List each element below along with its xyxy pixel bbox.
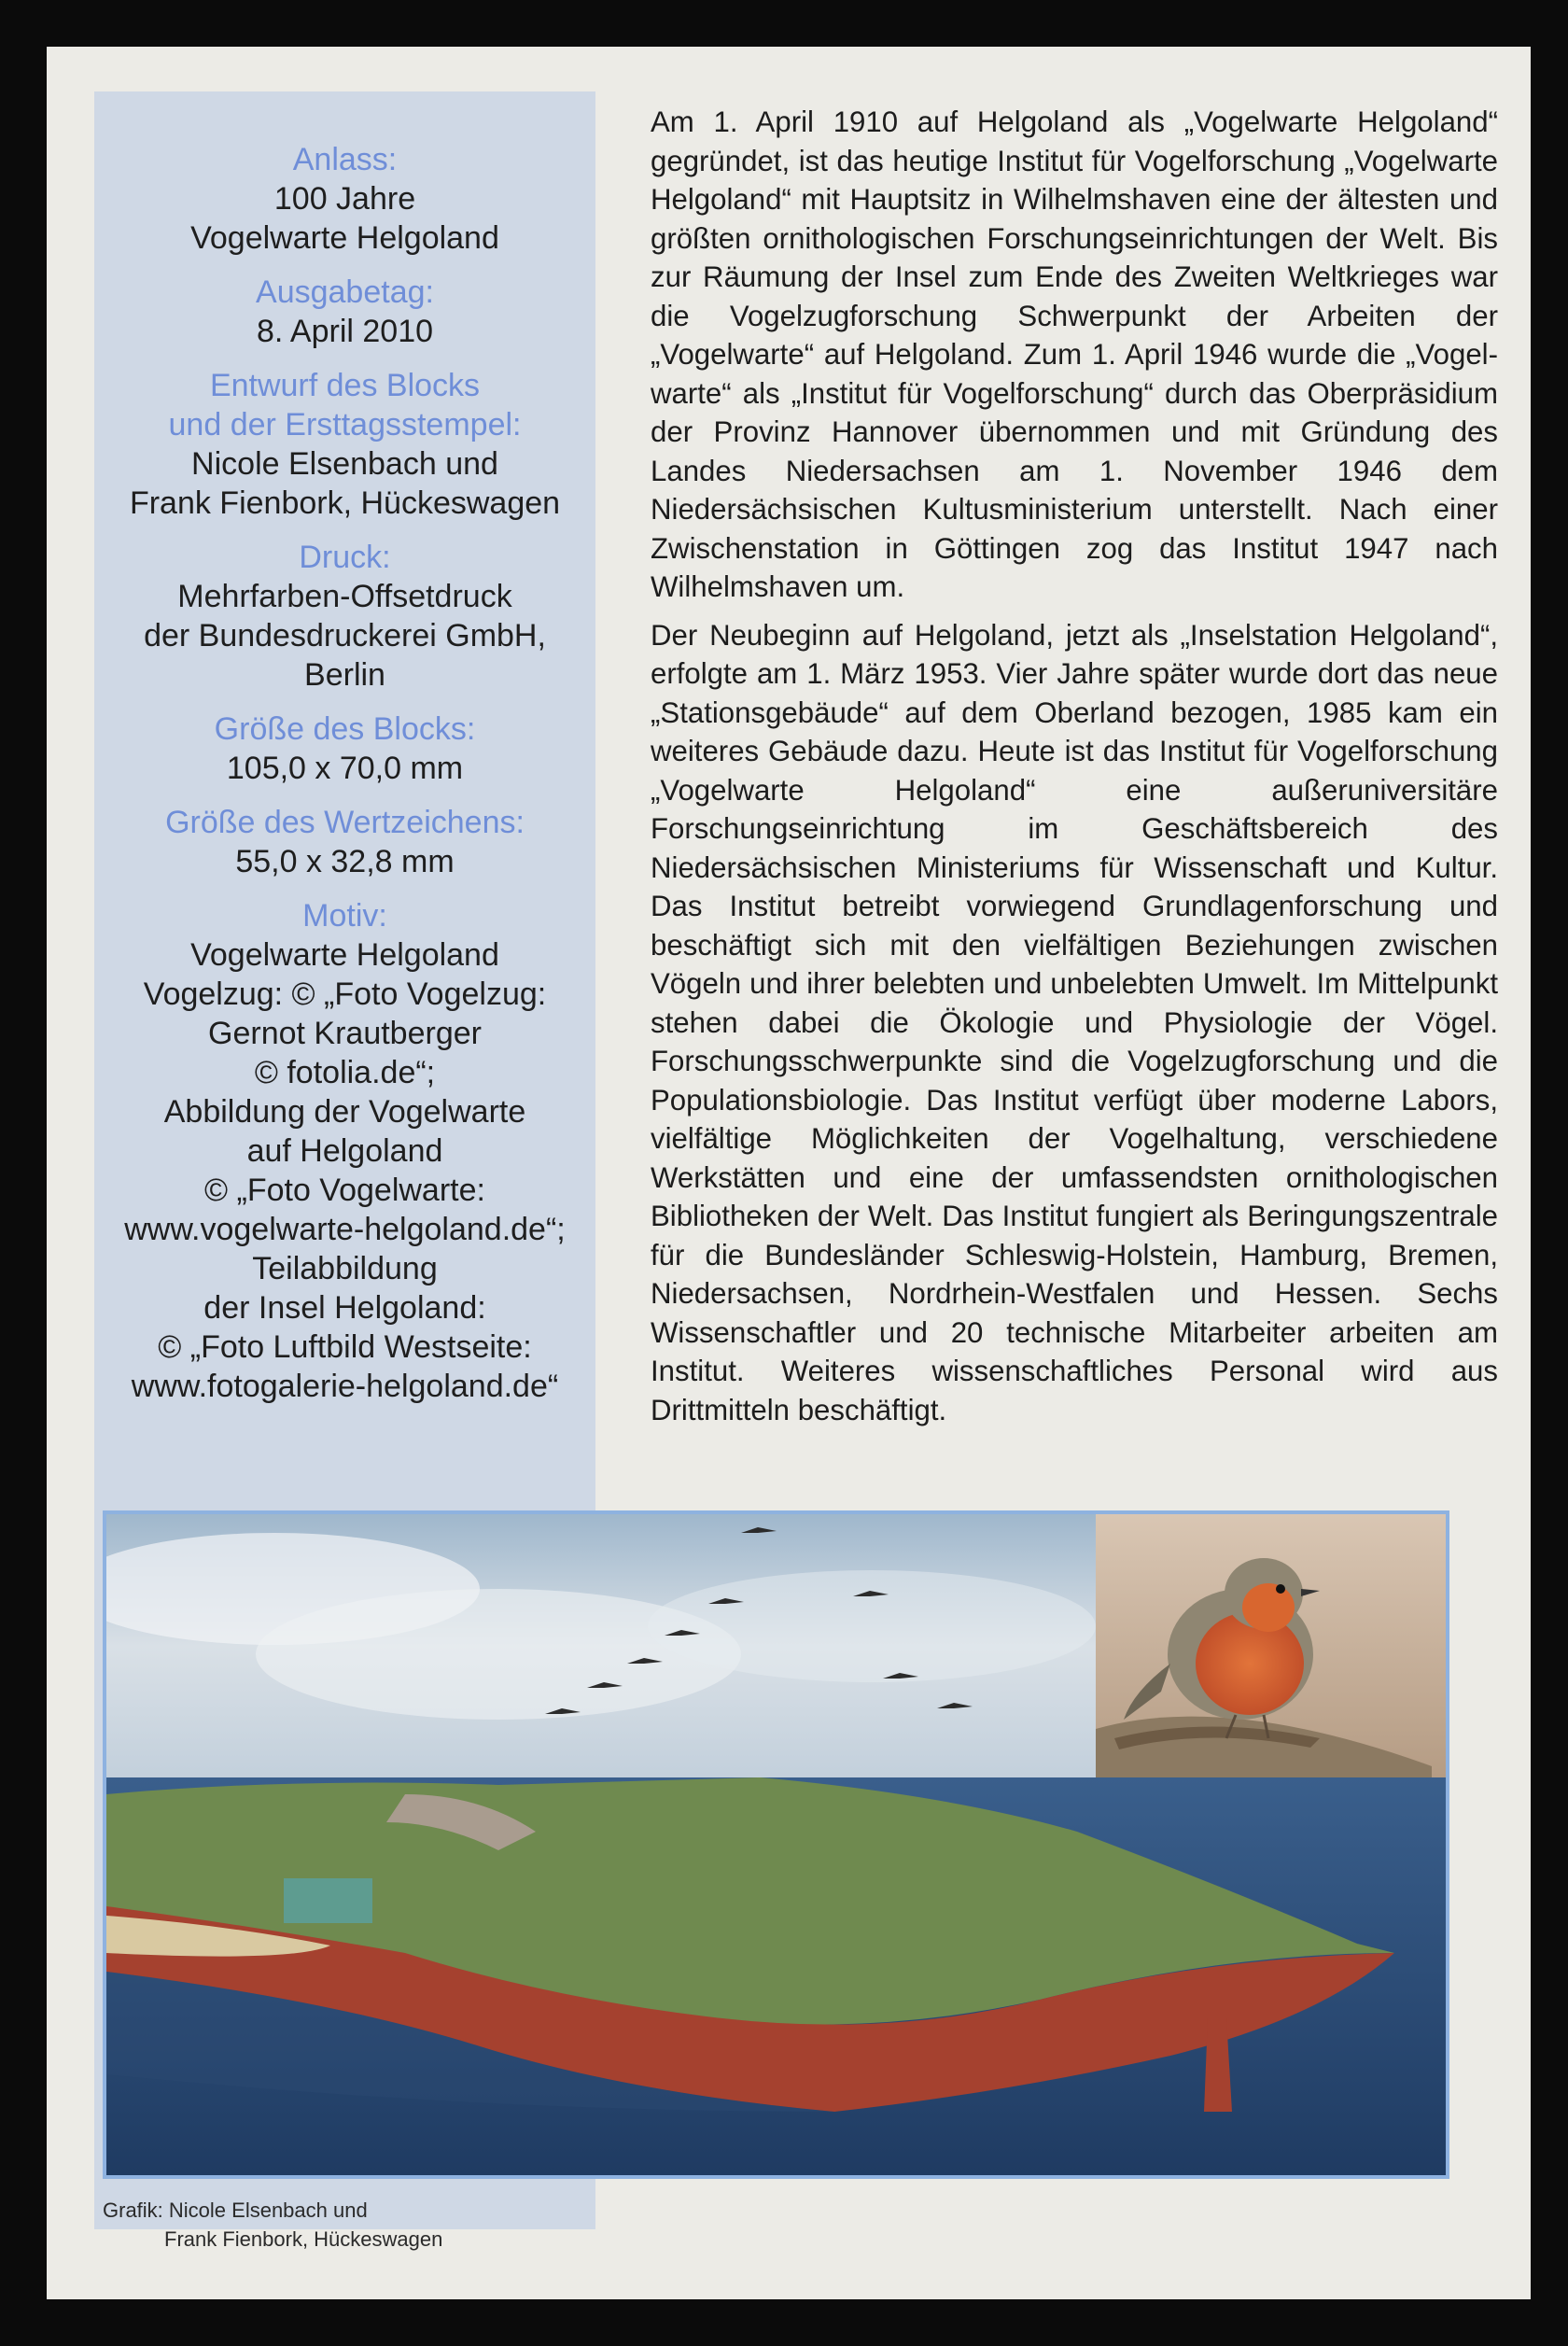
occasion-line: 100 Jahre — [273, 181, 416, 217]
info-block-stamp-size — [94, 803, 595, 881]
design-line: Nicole Elsenbach und — [191, 446, 498, 482]
print-label: Druck: — [299, 540, 391, 575]
photo-collage — [103, 1510, 1449, 2179]
info-block-issue-date — [94, 273, 595, 351]
article-body — [651, 103, 1498, 1439]
stamp-size-value: 55,0 x 32,8 mm — [235, 844, 455, 879]
motif-line: www.fotogalerie-helgoland.de“ — [131, 1369, 559, 1404]
block-size-label: Größe des Blocks: — [214, 711, 476, 747]
issue-date-label: Ausgabetag: — [256, 274, 434, 310]
motif-label: Motiv: — [302, 898, 387, 934]
robin-photo — [1096, 1514, 1446, 1777]
motif-line: Vogelwarte Helgoland — [190, 937, 499, 973]
motif-line: © „Foto Vogelwarte: — [204, 1173, 485, 1208]
print-line: der Bundesdruckerei GmbH, — [144, 618, 546, 653]
credit-line: Frank Fienbork, Hückeswagen — [164, 2227, 443, 2251]
article-paragraph: Am 1. April 1910 auf Helgoland als „Vogelwarte Helgoland“ gegründet, ist das heutige Institut für Vogelforschung „Vogelwarte Helgoland“ mit Hauptsitz in Wilhelmshaven eine der ältesten und größten ornithologischen Forschungseinrichtungen der Welt. Bis zur Räumung der Insel zum Ende des Zweiten Weltkrieges war die Vogelzugforschung Schwerpunkt der Arbeiten der „Vogelwarte“ auf Helgoland. Zum 1. April 1946 wurde die „Vogelwarte“ als „Institut für Vogelforschung“ durch das Oberpräsidium der Provinz Hannover übernommen und mit Gründung des Landes Niedersachsen am 1. November 1946 dem Niedersächsischen Kultusministerium unterstellt. Nach einer Zwischenstation in Göttingen zog das Institut 1947 nach Wilhelmshaven um. — [651, 105, 1498, 603]
motif-line: Vogelzug: © „Foto Vogelzug: — [143, 976, 547, 1012]
motif-line: Abbildung der Vogelwarte — [163, 1094, 526, 1130]
motif-line: Gernot Krautberger — [208, 1016, 482, 1051]
issue-date-value: 8. April 2010 — [256, 314, 434, 349]
occasion-label: Anlass: — [292, 142, 398, 177]
design-label: Entwurf des Blocks und der Ersttagsstempel: — [168, 368, 522, 443]
info-block-occasion — [94, 140, 595, 258]
occasion-line: Vogelwarte Helgoland — [190, 220, 499, 256]
motif-line: auf Helgoland — [246, 1133, 443, 1169]
motif-line: © „Foto Luftbild Westseite: — [158, 1329, 532, 1365]
info-block-motif — [94, 896, 595, 1406]
stamp-size-label: Größe des Wertzeichens: — [165, 805, 525, 840]
info-block-block-size — [94, 709, 595, 788]
issue-details — [94, 91, 595, 1421]
print-line: Berlin — [304, 657, 385, 693]
credit-line: Grafik: Nicole Elsenbach und — [103, 2198, 368, 2222]
article-paragraph: Der Neubeginn auf Helgoland, jetzt als „Inselstation Helgoland“, erfolgte am 1. März 1953. Vier Jahre später wurde dort das neue „Stationsgebäude“ auf dem Oberland bezogen, 1985 kam ein weiteres Gebäude dazu. Heute ist das Institut für Vogelforschung „Vogelwarte Helgoland“ eine außeruniversitäre Forschungseinrichtung im Geschäftsbereich des Niedersächsischen Ministeriums für Wissenschaft und Kultur. Das Institut betreibt vorwiegend Grundlagenforschung und beschäftigt sich mit den vielfältigen Beziehungen zwischen Vögeln und ihrer belebten und unbelebten Umwelt. Im Mittelpunkt stehen dabei die Ökologie und Physiologie der Vögel. Forschungsschwerpunkte sind die Vogelzugforschung und die Populationsbiologie. Das Institut verfügt über moderne Labors, vielfältige Möglichkeiten der Vogelhaltung, verschiedene Werkstätten und eine der umfassendsten ornithologischen Bibliotheken der Welt. Das Institut fungiert als Beringungszentrale für die Bundesländer Schleswig-Holstein, Hamburg, Bremen, Niedersachsen, Nordrhein-Westfalen und Hessen. Sechs Wissenschaftler und 20 technische Mitarbeiter arbeiten am Institut. Weiteres wissenschaftliches Personal wird aus Drittmitteln beschäftigt. — [651, 618, 1498, 1426]
print-line: Mehrfarben-Offsetdruck — [177, 579, 512, 614]
motif-line: der Insel Helgoland: — [203, 1290, 486, 1326]
block-size-value: 105,0 x 70,0 mm — [226, 751, 464, 786]
sky-with-cranes-photo — [106, 1514, 1096, 1777]
graphic-credit — [103, 2196, 442, 2254]
info-block-design — [94, 366, 595, 523]
design-line: Frank Fienbork, Hückeswagen — [129, 485, 561, 521]
motif-line: www.vogelwarte-helgoland.de“; — [124, 1212, 566, 1247]
stamp-info-sheet — [47, 47, 1531, 2299]
motif-line: © fotolia.de“; — [254, 1055, 436, 1090]
info-block-print — [94, 538, 595, 695]
helgoland-collage-image — [106, 1514, 1446, 2175]
motif-line: Teilabbildung — [252, 1251, 438, 1286]
helgoland-aerial-photo — [106, 1777, 1446, 2175]
